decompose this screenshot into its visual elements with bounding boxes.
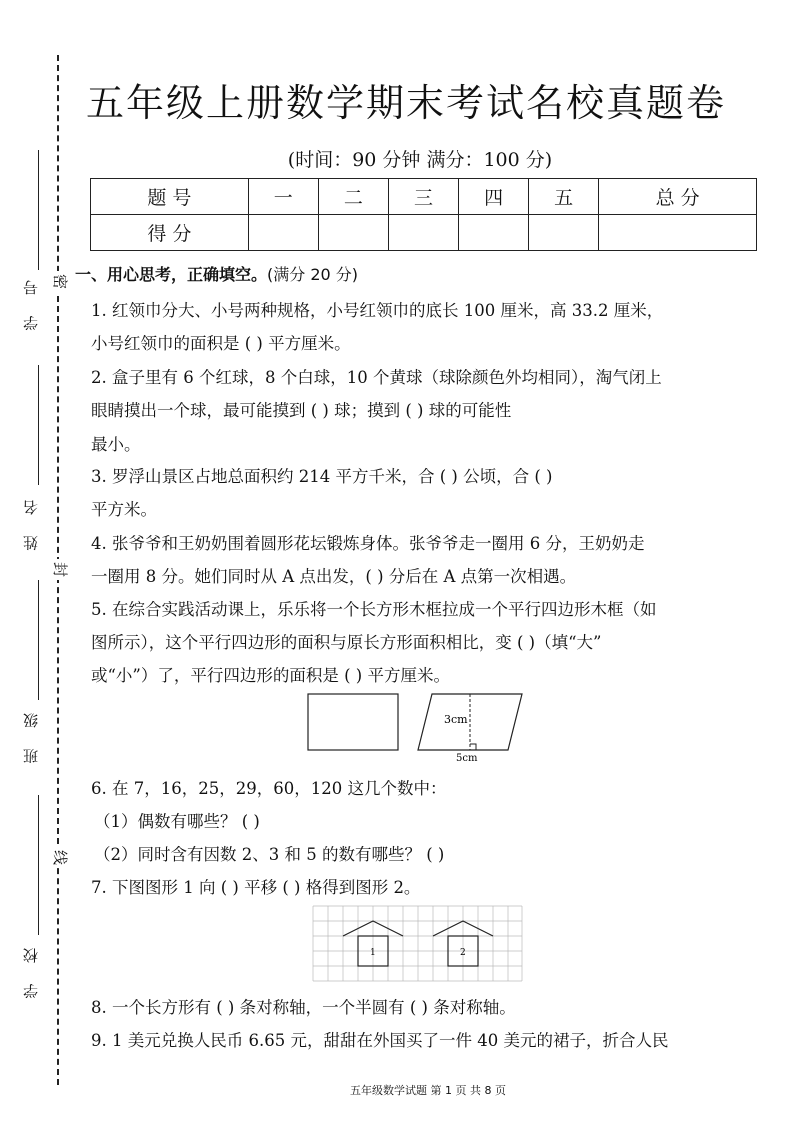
school-label: 学 校 (22, 940, 40, 999)
class-label: 班 级 (22, 705, 40, 764)
question-line: 一圈用 8 分。她们同时从 A 点出发，( ) 分后在 A 点第一次相遇。 (91, 567, 577, 586)
section-1-heading (75, 262, 358, 285)
header-cell: 总 分 (599, 179, 757, 215)
question-line: 4. 张爷爷和王奶奶围着圆形花坛锻炼身体。张爷爷走一圈用 6 分，王奶奶走 (91, 534, 645, 553)
school-underline (38, 795, 39, 935)
question-line: 图所示），这个平行四边形的面积与原长方形面积相比，变 ( )（填“大” (91, 633, 602, 652)
section-1-title: 一、用心思考，正确填空。 (75, 265, 268, 284)
question-line: 7. 下图图形 1 向 ( ) 平移 ( ) 格得到图形 2。 (91, 878, 421, 897)
score-cell[interactable] (388, 215, 458, 251)
score-cell[interactable] (459, 215, 529, 251)
shape-2-label: 2 (460, 948, 466, 958)
name-label: 姓 名 (22, 492, 40, 551)
header-cell: 三 (388, 179, 458, 215)
question-line: 眼睛摸出一个球，最可能摸到 ( ) 球；摸到 ( ) 球的可能性 (91, 401, 512, 420)
question-line: 9. 1 美元兑换人民币 6.65 元，甜甜在外国买了一件 40 美元的裙子，折合人民 (91, 1031, 669, 1050)
score-cell[interactable] (529, 215, 599, 251)
seal-mark-feng: 封 (53, 560, 68, 578)
seal-mark-mi: 密 (53, 272, 68, 290)
score-table (90, 178, 757, 251)
header-cell: 四 (459, 179, 529, 215)
header-cell: 五 (529, 179, 599, 215)
question-line: 小号红领巾的面积是 ( ) 平方厘米。 (91, 334, 351, 353)
figure-rectangle-parallelogram (300, 690, 540, 762)
seal-mark-xian: 线 (53, 848, 68, 866)
question-line: 2. 盒子里有 6 个红球，8 个白球，10 个黄球（球除颜色外均相同），淘气闭上 (91, 368, 662, 387)
question-line: 最小。 (91, 435, 141, 454)
header-cell: 二 (318, 179, 388, 215)
question-line: 3. 罗浮山景区占地总面积约 214 平方千米，合 ( ) 公顷，合 ( ) (91, 467, 553, 486)
exam-title: 五年级上册数学期末考试名校真题卷 (85, 81, 726, 125)
score-table-score-row (91, 215, 757, 251)
height-label: 3cm (444, 713, 468, 726)
grid-lines (313, 906, 522, 981)
question-line: 或“小”）了，平行四边形的面积是 ( ) 平方厘米。 (91, 666, 450, 685)
section-1-points: (满分 20 分) (267, 265, 359, 284)
score-row-label: 得 分 (91, 215, 249, 251)
header-cell: 一 (248, 179, 318, 215)
score-cell[interactable] (248, 215, 318, 251)
figure-grid-translation (312, 905, 524, 983)
rectangle-shape (308, 694, 398, 750)
score-cell[interactable] (318, 215, 388, 251)
question-line: 8. 一个长方形有 ( ) 条对称轴，一个半圆有 ( ) 条对称轴。 (91, 998, 516, 1017)
name-underline (38, 365, 39, 485)
class-underline (38, 580, 39, 700)
question-line: （1）偶数有哪些？ ( ) (94, 812, 260, 831)
page-footer: 五年级数学试题 第 1 页 共 8 页 (350, 1084, 506, 1097)
question-line: 平方米。 (91, 500, 157, 519)
score-cell[interactable] (599, 215, 757, 251)
header-cell: 题 号 (91, 179, 249, 215)
question-line: 5. 在综合实践活动课上，乐乐将一个长方形木框拉成一个平行四边形木框（如 (91, 600, 657, 619)
question-line: （2）同时含有因数 2、3 和 5 的数有哪些？ ( ) (94, 845, 445, 864)
question-line: 6. 在 7，16，25，29，60，120 这几个数中： (91, 779, 447, 798)
question-line: 1. 红领巾分大、小号两种规格，小号红领巾的底长 100 厘米，高 33.2 厘米， (91, 301, 664, 320)
base-label: 5cm (456, 753, 478, 762)
shape-1-label: 1 (370, 948, 376, 958)
exam-subtitle: (时间：90 分钟 满分：100 分) (287, 149, 553, 171)
right-angle-mark (470, 744, 476, 750)
student-id-label: 学 号 (22, 272, 40, 331)
score-table-header-row (91, 179, 757, 215)
